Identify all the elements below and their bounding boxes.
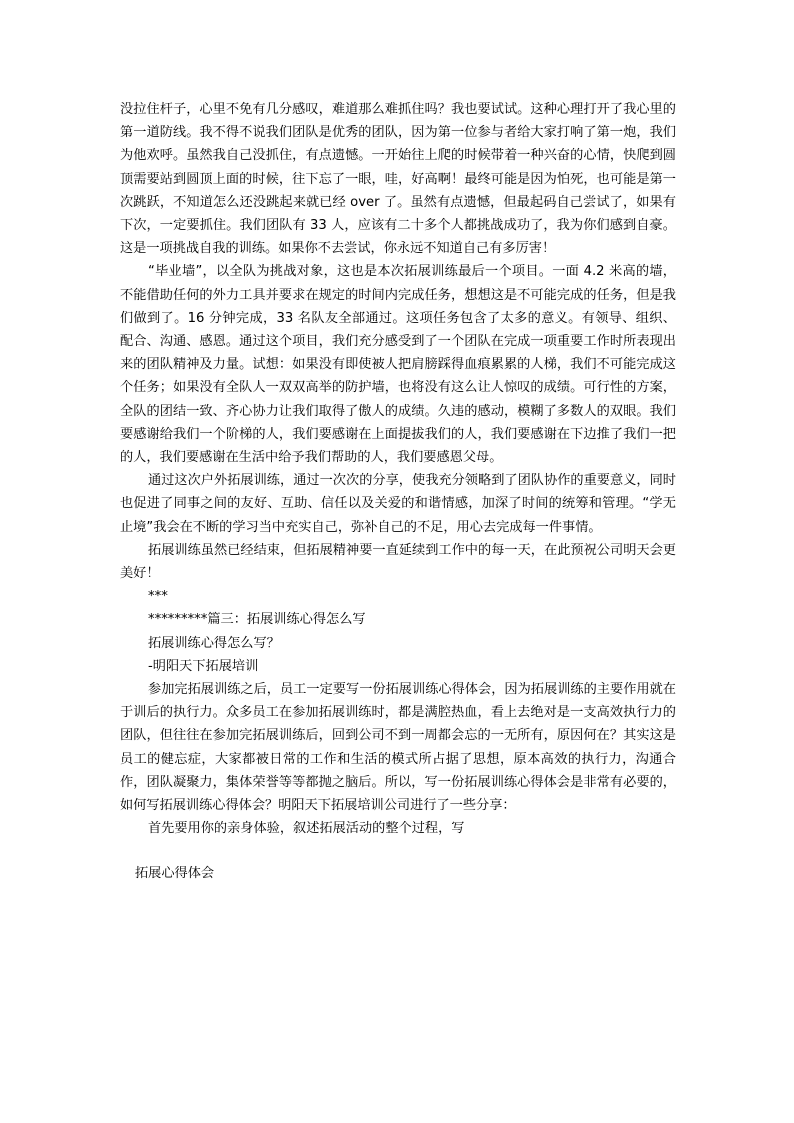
paragraph-2: “毕业墙”，以全队为挑战对象，这也是本次拓展训练最后一个项目。一面 4.2 米高的墙，不能借助任何的外力工具并要求在规定的时间内完成任务，想想这是不可能完成的任务，但是我们做到了。16 分钟完成，33 名队友全部通过。这项任务包含了太多的意义。有领导、组织、配合、沟通、感恩。通过这个项目，我们充分感受到了一个团队在完成一项重要工作时所表现出来的团队精神及力量。试想：如果没有即使被人把肩膀踩得血痕累累的人梯，我们不可能完成这个任务；如果没有全队人一双双高举的防护墙，也将没有这么让人惊叹的成绩。可行性的方案，全队的团结一致、齐心协力让我们取得了傲人的成绩。久违的感动，模糊了多数人的双眼。我们要感谢给我们一个阶梯的人，我们要感谢在上面提拔我们的人，我们要感谢在下边推了我们一把的人，我们要感谢在生活中给予我们帮助的人，我们要感恩父母。: [120, 264, 676, 466]
paragraph-4: 拓展训练虽然已经结束，但拓展精神要一直延续到工作中的每一天，在此预祝公司明天会更美好！: [120, 542, 676, 582]
section-title: 拓展训练心得怎么写？: [148, 635, 280, 651]
paragraph-3: 通过这次户外拓展训练，通过一次次的分享，使我充分领略到了团队协作的重要意义，同时也促进了同事之间的友好、互助、信任以及关爱的和谐情感，加深了时间的统筹和管理。“学无止境”我会在不断的学习当中充实自己，弥补自己的不足，用心去完成每一件事情。: [120, 473, 676, 535]
paragraph-6: 首先要用你的亲身体验，叙述拓展活动的整个过程，写: [148, 821, 465, 837]
document-body: [120, 98, 676, 841]
separator-stars: ***: [148, 589, 168, 605]
page-footer: 拓展心得体会: [135, 866, 215, 881]
section-heading: *********篇三：拓展训练心得怎么写: [148, 612, 366, 628]
paragraph-5: 参加完拓展训练之后，员工一定要写一份拓展训练心得体会，因为拓展训练的主要作用就在于训后的执行力。众多员工在参加拓展训练时，都是满腔热血，看上去绝对是一支高效执行力的团队，但往往在参加完拓展训练后，回到公司不到一周都会忘的一无所有，原因何在？其实这是员工的健忘症，大家都被日常的工作和生活的模式所占据了思想，原本高效的执行力，沟通合作，团队凝聚力，集体荣誉等等都抛之脑后。所以，写一份拓展训练心得体会是非常有必要的，如何写拓展训练心得体会？明阳天下拓展培训公司进行了一些分享：: [120, 682, 676, 814]
paragraph-1: 没拉住杆子，心里不免有几分感叹，难道那么难抓住吗？我也要试试。这种心理打开了我心里的第一道防线。我不得不说我们团队是优秀的团队，因为第一位参与者给大家打响了第一炮，我们为他欢呼。虽然我自己没抓住，有点遗憾。一开始往上爬的时候带着一种兴奋的心情，快爬到圆顶需要站到圆顶上面的时候，往下忘了一眼，哇，好高啊！最终可能是因为怕死，也可能是第一次跳跃，不知道怎么还没跳起来就已经 over 了。虽然有点遗憾，但最起码自己尝试了，如果有下次，一定要抓住。我们团队有 33 人，应该有二十多个人都挑战成功了，我为你们感到自豪。这是一项挑战自我的训练。如果你不去尝试，你永远不知道自己有多厉害！: [120, 102, 676, 257]
section-source: -明阳天下拓展培训: [148, 658, 259, 674]
